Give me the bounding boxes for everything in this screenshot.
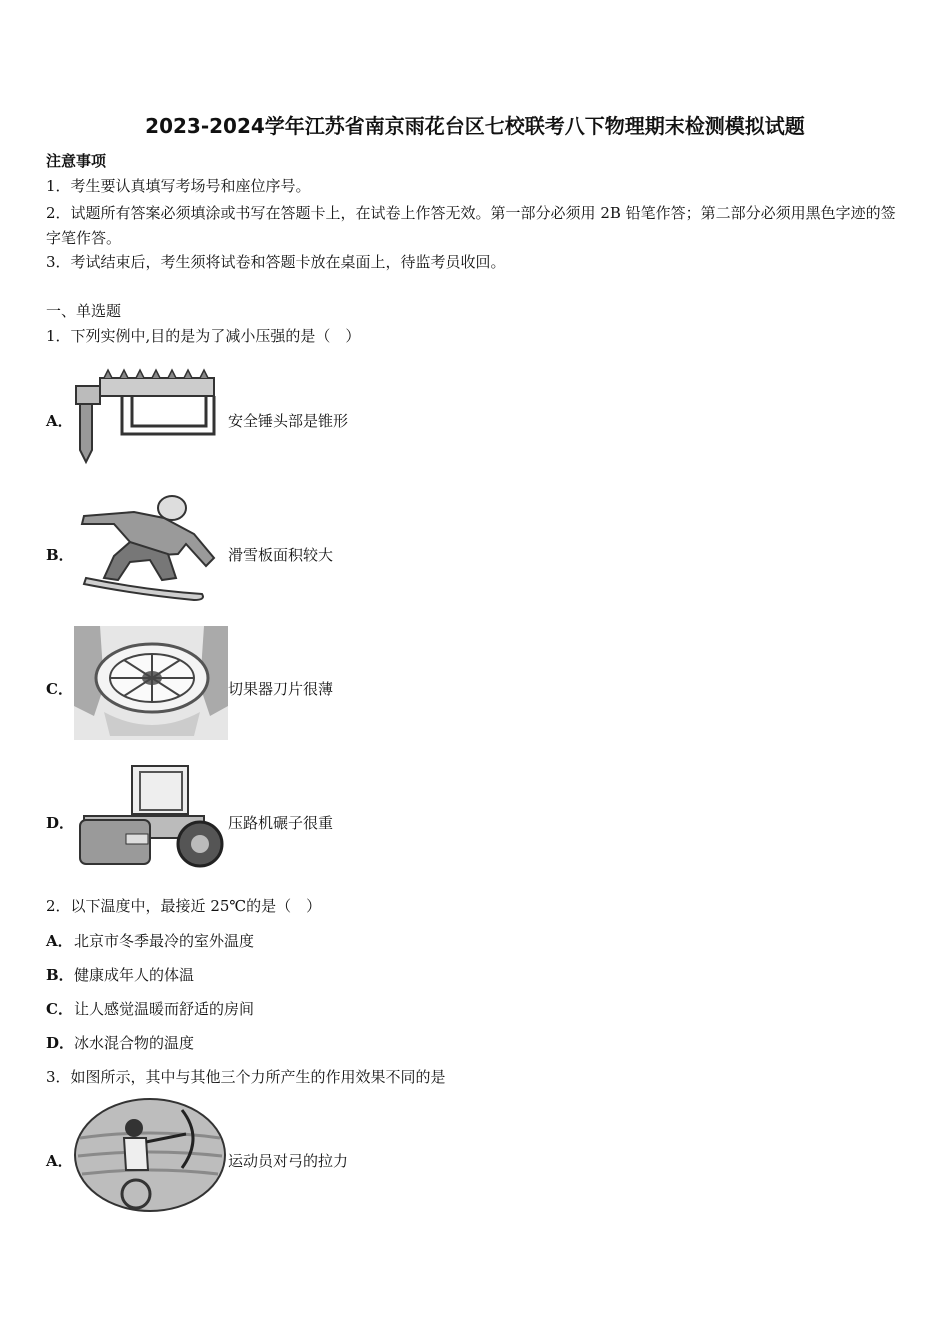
q2-option-a-label: A． [46, 932, 73, 950]
safety-hammer-image [74, 364, 220, 466]
q3-option-a-text: 运动员对弓的拉力 [228, 1152, 349, 1170]
q2-option-d-label: D． [46, 1034, 75, 1052]
notice-item-2: 2．试题所有答案必须填涂或书写在答题卡上，在试卷上作答无效。第一部分必须用 2B 铅笔作答；第二部分必须用黑色字迹的签字笔作答。 [46, 204, 896, 247]
q1-option-d-text: 压路机碾子很重 [228, 814, 334, 832]
page-title: 2023-2024学年江苏省南京雨花台区七校联考八下物理期末检测模拟试题 [145, 114, 805, 138]
q1-option-b-text: 滑雪板面积较大 [228, 546, 334, 564]
q1-option-d-label: D． [46, 814, 75, 832]
notice-item-1: 1．考生要认真填写考场号和座位序号。 [46, 177, 311, 195]
q1-option-a-text: 安全锤头部是锥形 [228, 412, 349, 430]
q1-option-b-label: B． [46, 546, 74, 564]
question-3-stem: 3．如图所示，其中与其他三个力所产生的作用效果不同的是 [46, 1068, 446, 1086]
q2-option-a-text: 北京市冬季最冷的室外温度 [74, 932, 255, 950]
question-1-stem: 1．下列实例中,目的是为了减小压强的是（ ） [46, 327, 361, 345]
section-heading: 一、单选题 [46, 302, 122, 320]
q2-option-b-text: 健康成年人的体温 [74, 966, 195, 984]
snowboarder-image [74, 494, 220, 602]
road-roller-image [74, 760, 226, 868]
q2-option-d-text: 冰水混合物的温度 [74, 1034, 195, 1052]
q2-option-c-text: 让人感觉温暖而舒适的房间 [74, 1000, 255, 1018]
archer-image [74, 1098, 226, 1212]
q1-option-c-text: 切果器刀片很薄 [228, 680, 334, 698]
notice-item-3: 3．考试结束后，考生须将试卷和答题卡放在桌面上，待监考员收回。 [46, 253, 506, 271]
q2-option-c-label: C． [46, 1000, 73, 1018]
q1-option-a-label: A． [46, 412, 73, 430]
question-2-stem: 2．以下温度中，最接近 25℃的是（ ） [46, 897, 322, 915]
q2-option-b-label: B． [46, 966, 74, 984]
fruit-cutter-image [74, 626, 228, 740]
q1-option-c-label: C． [46, 680, 73, 698]
notice-heading: 注意事项 [46, 152, 107, 170]
q3-option-a-label: A． [46, 1152, 73, 1170]
